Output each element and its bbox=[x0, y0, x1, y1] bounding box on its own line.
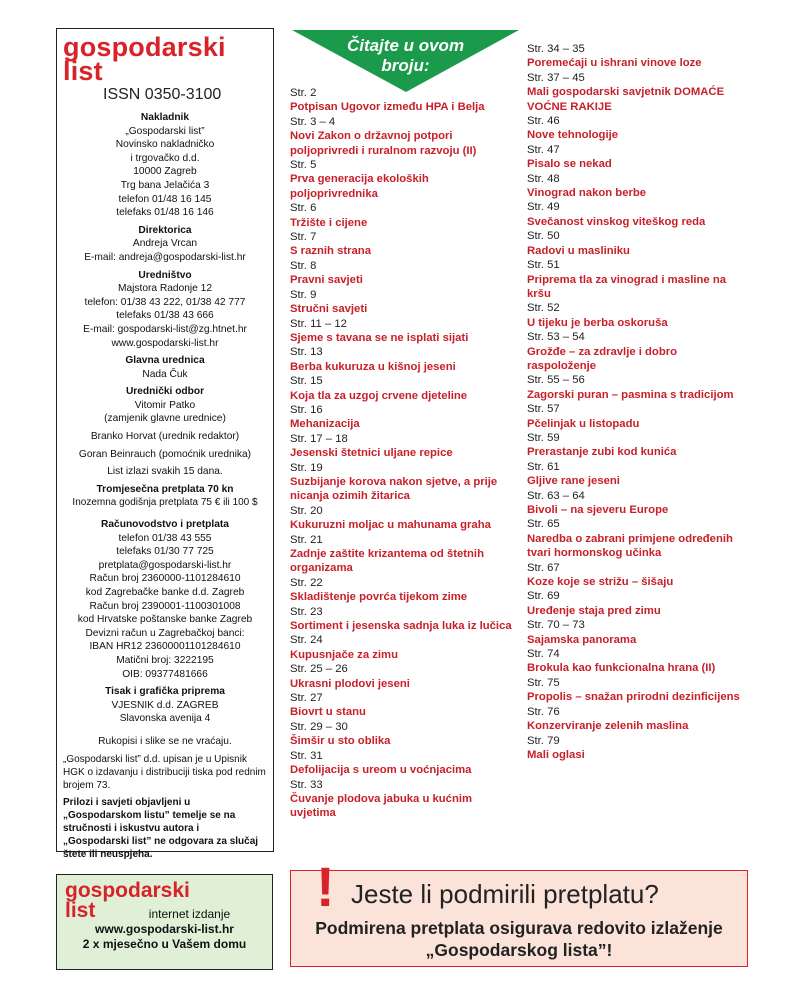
toc-article-title[interactable]: Zagorski puran – pasmina s tradicijom bbox=[527, 388, 734, 401]
accounting-line: telefon 01/38 43 555 bbox=[118, 532, 212, 544]
publisher-line: Novinsko nakladničko bbox=[115, 139, 215, 151]
impressum-box bbox=[56, 28, 274, 860]
toc-article-title[interactable]: Koja tla za uzgoj crvene djeteline bbox=[290, 389, 468, 402]
toc-article-title[interactable]: Kukuruzni moljac u mahunama graha bbox=[290, 519, 491, 532]
toc-article-title[interactable]: Uređenje staja pred zimu bbox=[527, 604, 661, 617]
toc-page-number: Str. 29 – 30 bbox=[290, 720, 348, 733]
toc-article-title[interactable]: Naredba o zabrani primjene određenih tvari hormonskog učinka bbox=[527, 532, 733, 560]
accounting-line: kod Hrvatske poštanske banke Zagreb bbox=[77, 614, 253, 626]
toc-page-number: Str. 13 bbox=[290, 346, 323, 359]
toc-article-title[interactable]: Biovrt u stanu bbox=[290, 706, 366, 719]
toc-page-number: Str. 75 bbox=[527, 676, 560, 689]
toc-banner bbox=[292, 30, 519, 92]
toc-article-title[interactable]: Zadnje zaštite krizantema od štetnih organizama bbox=[290, 548, 484, 575]
toc-page-number: Str. 8 bbox=[290, 259, 317, 272]
subscription-foreign: Inozemna godišnja pretplata 75 € ili 100 $ bbox=[72, 497, 258, 509]
toc-article-title[interactable]: Priprema tla za vinograd i masline na kršu bbox=[527, 273, 727, 300]
accounting-line: Matični broj: 3222195 bbox=[116, 654, 214, 666]
toc-article-title[interactable]: Nove tehnologije bbox=[527, 129, 619, 142]
editor-line: Nada Čuk bbox=[142, 368, 188, 380]
toc-page-number: Str. 65 bbox=[527, 518, 560, 531]
toc-page-number: Str. 19 bbox=[290, 461, 323, 474]
toc-page-number: Str. 47 bbox=[527, 143, 560, 156]
toc-page-number: Str. 24 bbox=[290, 634, 323, 647]
toc-page-number: Str. 15 bbox=[290, 375, 323, 388]
toc-page-number: Str. 57 bbox=[527, 403, 560, 416]
toc-page-number: Str. 31 bbox=[290, 749, 323, 762]
banner-line-1: Čitajte u ovom bbox=[346, 36, 465, 55]
publisher-line: „Gospodarski list” bbox=[125, 125, 205, 137]
toc-article-title[interactable]: Bivoli – na sjeveru Europe bbox=[527, 504, 669, 516]
web-box-url[interactable]: www.gospodarski-list.hr bbox=[95, 922, 234, 936]
web-logo-line-2: list bbox=[65, 899, 96, 922]
internet-edition-box bbox=[56, 874, 273, 970]
issn: ISSN 0350-3100 bbox=[103, 86, 222, 103]
logo-line-1: gospodarski bbox=[63, 32, 226, 62]
accounting-line: kod Zagrebačke banke d.d. Zagreb bbox=[85, 587, 245, 598]
office-line: E-mail: gospodarski-list@zg.htnet.hr bbox=[83, 323, 247, 335]
director-heading: Direktorica bbox=[138, 224, 192, 236]
board-line: Goran Beinrauch (pomoćnik urednika) bbox=[78, 448, 252, 460]
accounting-line: pretplata@gospodarski-list.hr bbox=[98, 559, 232, 571]
disclaimer-note: Prilozi i savjeti objavljeni u „Gospodarskom listu” temelje se na stručnosti i iskustvu autora i „Gospodarski list” ne odgovara za slučaj štete ili neuspjeha. bbox=[63, 796, 259, 860]
board-line: (zamjenik glavne urednice) bbox=[104, 413, 226, 425]
toc-page-number: Str. 53 – 54 bbox=[527, 331, 585, 344]
toc-page-number: Str. 17 – 18 bbox=[290, 432, 348, 445]
toc-article-title[interactable]: Radovi u masliniku bbox=[527, 244, 630, 257]
toc-article-title[interactable]: Sortiment i jesenska sadnja luka iz lučica bbox=[290, 620, 512, 633]
toc-article-title[interactable]: Mali oglasi bbox=[527, 748, 585, 761]
web-box-frequency: 2 x mjesečno u Vašem domu bbox=[82, 937, 247, 951]
toc-article-title[interactable]: Koze koje se strižu – šišaju bbox=[527, 576, 674, 589]
publisher-line: i trgovačko d.d. bbox=[130, 152, 200, 164]
subscription-reminder-box bbox=[290, 855, 748, 967]
board-heading: Urednički odbor bbox=[125, 386, 205, 398]
toc-page-number: Str. 51 bbox=[527, 259, 560, 272]
board-line: Vitomir Patko bbox=[134, 399, 196, 411]
office-line: telefon: 01/38 43 222, 01/38 42 777 bbox=[84, 296, 246, 308]
toc-column-right bbox=[527, 42, 747, 762]
subscription-line-2: „Gospodarskog lista”! bbox=[425, 940, 613, 960]
toc-page-number: Str. 46 bbox=[527, 115, 560, 128]
toc-article-title[interactable]: Ukrasni plodovi jeseni bbox=[290, 677, 410, 690]
toc-article-title[interactable]: Novi Zakon o državnoj potpori poljoprivredi i ruralnom razvoju (II) bbox=[290, 130, 477, 157]
subscription-question: Jeste li podmirili pretplatu? bbox=[351, 879, 659, 909]
toc-page-number: Str. 37 – 45 bbox=[527, 71, 585, 84]
web-box-label: internet izdanje bbox=[148, 907, 231, 921]
toc-page-number: Str. 79 bbox=[527, 734, 560, 747]
toc-page-number: Str. 52 bbox=[527, 302, 560, 315]
banner-line-2: broju: bbox=[381, 56, 430, 75]
editor-heading: Glavna urednica bbox=[125, 355, 205, 367]
toc-page-number: Str. 5 bbox=[290, 159, 317, 172]
toc-page-number: Str. 20 bbox=[290, 504, 323, 517]
toc-page-number: Str. 2 bbox=[290, 87, 317, 99]
toc-article-title[interactable]: Prva generacija ekoloških poljoprivrednika bbox=[290, 173, 429, 200]
toc-page-number: Str. 7 bbox=[290, 231, 317, 244]
toc-article-title[interactable]: Pravni savjeti bbox=[290, 274, 363, 287]
accounting-line: IBAN HR12 23600001101284610 bbox=[89, 641, 241, 653]
toc-page-number: Str. 22 bbox=[290, 576, 323, 589]
toc-page-number: Str. 6 bbox=[290, 202, 317, 215]
frequency: List izlazi svakih 15 dana. bbox=[107, 466, 223, 478]
toc-page-number: Str. 25 – 26 bbox=[290, 663, 348, 676]
toc-page-number: Str. 59 bbox=[527, 431, 560, 444]
toc-page-number: Str. 63 – 64 bbox=[527, 489, 585, 502]
toc-article-title[interactable]: Potpisan Ugovor između HPA i Belja bbox=[290, 101, 485, 114]
toc-page-number: Str. 67 bbox=[527, 561, 560, 574]
toc-article-title[interactable]: Konzerviranje zelenih maslina bbox=[527, 720, 689, 733]
toc-article-title[interactable]: Čuvanje plodova jabuka u kućnim uvjetima bbox=[290, 792, 473, 820]
logo bbox=[63, 32, 267, 86]
toc-article-title[interactable]: Poremećaji u ishrani vinove loze bbox=[527, 57, 702, 70]
registry-note: „Gospodarski list” d.d. upisan je u Upisnik HGK o izdavanju i distribuciji tiska pod rednim brojem 73. bbox=[63, 753, 266, 791]
exclamation-icon: ! bbox=[316, 855, 335, 918]
toc-article-title[interactable]: Vinograd nakon berbe bbox=[527, 187, 647, 200]
accounting-line: Račun broj 2390001-1100301008 bbox=[89, 600, 241, 612]
publisher-line: Trg bana Jelačića 3 bbox=[120, 179, 210, 191]
toc-article-title[interactable]: Grožđe – za zdravlje i dobro raspoloženje bbox=[527, 345, 678, 372]
toc-article-title[interactable]: Šimšir u sto oblika bbox=[290, 735, 391, 748]
toc-page-number: Str. 16 bbox=[290, 403, 323, 416]
toc-page-number: Str. 3 – 4 bbox=[290, 115, 336, 128]
toc-page-number: Str. 33 bbox=[290, 778, 323, 791]
toc-page-number: Str. 21 bbox=[290, 533, 323, 546]
publisher-heading: Nakladnik bbox=[140, 112, 190, 123]
toc-article-title[interactable]: Pčelinjak u listopadu bbox=[527, 417, 640, 430]
toc-article-title[interactable]: Svečanost vinskog viteškog reda bbox=[527, 215, 706, 228]
toc-article-title[interactable]: Sajamska panorama bbox=[527, 633, 637, 646]
toc-article-title[interactable]: Propolis – snažan prirodni dezinficijens bbox=[527, 691, 740, 704]
toc-article-title[interactable]: Prerastanje zubi kod kunića bbox=[527, 446, 677, 459]
publisher-line: telefaks 01/48 16 146 bbox=[116, 207, 214, 219]
toc-page-number: Str. 23 bbox=[290, 605, 323, 618]
print-line: Slavonska avenija 4 bbox=[119, 713, 211, 725]
toc-page-number: Str. 48 bbox=[527, 172, 560, 185]
board-line: Branko Horvat (urednik redaktor) bbox=[90, 431, 240, 443]
toc-page-number: Str. 61 bbox=[527, 460, 560, 473]
accounting-line: OIB: 09377481666 bbox=[122, 668, 208, 680]
toc-page-number: Str. 11 – 12 bbox=[290, 317, 347, 330]
toc-article-title[interactable]: Skladištenje povrća tijekom zime bbox=[290, 591, 468, 604]
toc-article-title[interactable]: S raznih strana bbox=[290, 245, 371, 258]
toc-page-number: Str. 74 bbox=[527, 648, 560, 661]
toc-column-left bbox=[290, 86, 512, 821]
publisher-line: 10000 Zagreb bbox=[133, 166, 197, 178]
toc-article-title[interactable]: Pisalo se nekad bbox=[527, 158, 612, 171]
toc-article-title[interactable]: Brokula kao funkcionalna hrana (II) bbox=[527, 662, 716, 675]
print-line: VJESNIK d.d. ZAGREB bbox=[111, 699, 219, 711]
toc-article-title[interactable]: Stručni savjeti bbox=[290, 303, 368, 316]
toc-article-title[interactable]: Berba kukuruza u kišnoj jeseni bbox=[290, 360, 456, 373]
director-line: Andreja Vrcan bbox=[132, 238, 198, 250]
accounting-line: Račun broj 2360000-1101284610 bbox=[89, 573, 241, 585]
subscription-price: Tromjesečna pretplata 70 kn bbox=[96, 483, 234, 495]
web-logo-line-1: gospodarski bbox=[65, 879, 190, 902]
logo-line-2: list bbox=[63, 56, 103, 86]
office-line: www.gospodarski-list.hr bbox=[111, 337, 219, 349]
toc-article-title[interactable]: Suzbijanje korova nakon sjetve, a prije nicanja ozimih žitarica bbox=[290, 475, 498, 503]
toc-page-number: Str. 27 bbox=[290, 692, 323, 705]
toc-article-title[interactable]: Defolijacija s ureom u voćnjacima bbox=[290, 764, 472, 777]
toc-page-number: Str. 50 bbox=[527, 230, 560, 243]
print-heading: Tisak i grafička priprema bbox=[105, 686, 225, 698]
director-line: E-mail: andreja@gospodarski-list.hr bbox=[84, 251, 246, 263]
toc-article-title[interactable]: Kupusnjače za zimu bbox=[290, 648, 398, 661]
banner-title bbox=[292, 30, 519, 76]
accounting-line: Devizni račun u Zagrebačkoj banci: bbox=[85, 627, 245, 639]
subscription-text bbox=[291, 917, 747, 961]
publisher-info bbox=[63, 125, 267, 220]
toc-page-number: Str. 69 bbox=[527, 590, 560, 603]
office-line: Majstora Radonje 12 bbox=[117, 283, 212, 295]
toc-page-number: Str. 34 – 35 bbox=[527, 43, 585, 55]
toc-page-number: Str. 49 bbox=[527, 201, 560, 214]
accounting-heading: Računovodstvo i pretplata bbox=[101, 519, 229, 531]
office-line: telefaks 01/38 43 666 bbox=[116, 310, 214, 322]
toc-page-number: Str. 9 bbox=[290, 288, 317, 301]
toc-article-title[interactable]: Tržište i cijene bbox=[290, 216, 368, 229]
accounting-line: telefaks 01/30 77 725 bbox=[116, 546, 214, 558]
toc-article-title[interactable]: Jesenski štetnici uljane repice bbox=[290, 447, 453, 460]
toc-page-number: Str. 76 bbox=[527, 705, 560, 718]
toc-page-number: Str. 55 – 56 bbox=[527, 374, 585, 387]
toc-article-title[interactable]: U tijeku je berba oskoruša bbox=[527, 316, 668, 329]
subscription-line-1: Podmirena pretplata osigurava redovito izlaženje bbox=[315, 918, 723, 938]
manuscripts-note: Rukopisi i slike se ne vraćaju. bbox=[98, 735, 232, 747]
toc-article-title[interactable]: Mehanizacija bbox=[290, 418, 360, 431]
publisher-line: telefon 01/48 16 145 bbox=[118, 193, 212, 205]
toc-article-title[interactable]: Mali gospodarski savjetnik DOMAĆE VOĆNE RAKIJE bbox=[527, 86, 725, 113]
toc-article-title[interactable]: Gljive rane jeseni bbox=[527, 475, 620, 488]
office-heading: Uredništvo bbox=[138, 269, 192, 281]
toc-page-number: Str. 70 – 73 bbox=[527, 619, 585, 632]
toc-article-title[interactable]: Sjeme s tavana se ne isplati sijati bbox=[290, 331, 469, 344]
